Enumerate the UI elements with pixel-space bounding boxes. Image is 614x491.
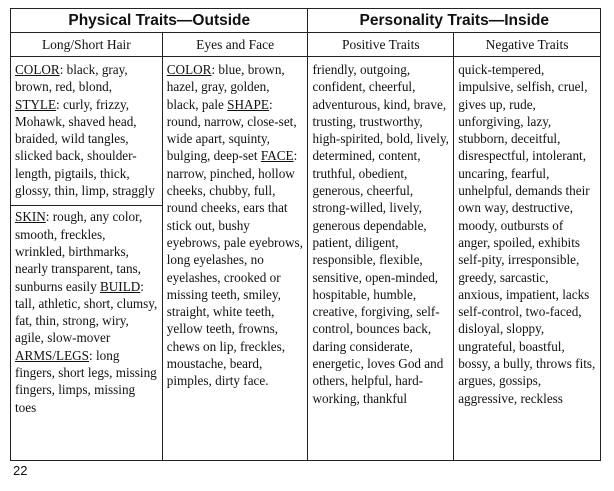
page-number: 22 [13, 463, 28, 478]
hair-skin-build-cell [11, 57, 163, 461]
arms-legs-text: : long fingers, short legs, missing fingers, limps, missing toes [15, 347, 157, 415]
eye-color-label: COLOR [166, 62, 212, 77]
body-traits-block [11, 205, 162, 416]
traits-table-page [10, 8, 601, 458]
hair-subheader: Long/Short Hair [11, 33, 163, 57]
face-text: : narrow, pinched, hollow cheeks, chubby, full, round cheeks, ears that stick out, bushy eyebrows, pale eyebrows, long eyelashes, no eyelashes, crooked or missing teeth, smiley, straight, white teeth, yellow teeth, frowns, chews on lip, freckles, moustache, beard, pimples, dirty face. [166, 148, 303, 389]
eyes-face-cell [162, 57, 308, 461]
face-label: FACE [260, 148, 294, 164]
eye-shape-label: SHAPE [227, 96, 269, 112]
skin-label: SKIN [15, 209, 46, 225]
negative-traits-subheader: Negative Traits [454, 33, 601, 57]
eye-color-text: : blue, brown, hazel, gray, golden, black, pale [166, 62, 285, 112]
eyes-face-subheader: Eyes and Face [162, 33, 308, 57]
skin-text: : rough, any color, smooth, freckles, wrinkled, birthmarks, nearly transparent, tans, sunburns easily [15, 209, 143, 294]
eye-shape-text: : round, narrow, close-set, wide apart, squinty, bulging, deep-set [166, 96, 297, 164]
hair-color-label: COLOR [15, 62, 60, 77]
build-text: : tall, athletic, short, clumsy, fat, thin, strong, wiry, agile, slow-mover [15, 278, 158, 346]
traits-table [10, 8, 601, 461]
personality-traits-header: Personality Traits—Inside [308, 9, 601, 33]
hair-traits-block [15, 61, 158, 199]
physical-traits-header: Physical Traits—Outside [11, 9, 308, 33]
negative-traits-cell: quick-tempered, impulsive, selfish, cruel, gives up, rude, unforgiving, lazy, stubborn, deceitful, disrespectful, intolerant, uncaring, fearful, unhelpful, demands their own way, destructive, moody, outbursts of anger, spoiled, exhibits self-pity, irresponsible, greedy, sarcastic, anxious, impatient, lacks self-control, two-faced, disloyal, sloppy, ungrateful, boastful, bossy, a bully, throws fits, argues, gossips, aggressive, reckless [454, 57, 601, 461]
arms-legs-label: ARMS/LEGS [15, 347, 90, 363]
hair-color-text: : black, gray, brown, red, blond, [15, 62, 128, 95]
build-label: BUILD [99, 278, 141, 294]
hair-style-text: : curly, frizzy, Mohawk, shaved head, braided, wild tangles, slicked back, shoulder-length, pigtails, thick, glossy, thin, limp, straggly [15, 96, 155, 199]
positive-traits-subheader: Positive Traits [308, 33, 454, 57]
hair-style-label: STYLE [15, 96, 57, 112]
positive-traits-cell: friendly, outgoing, confident, cheerful, adventurous, kind, brave, trusting, trustworthy, high-spirited, bold, lively, determined, content, truthful, obedient, generous, cheerful, strong-willed, lively, generous dependable, patient, diligent, responsible, flexible, sensitive, open-minded, hospitable, humble, creative, forgiving, self-control, bounces back, daring considerate, energetic, loves God and others, helpful, hard-working, thankful [308, 57, 454, 461]
